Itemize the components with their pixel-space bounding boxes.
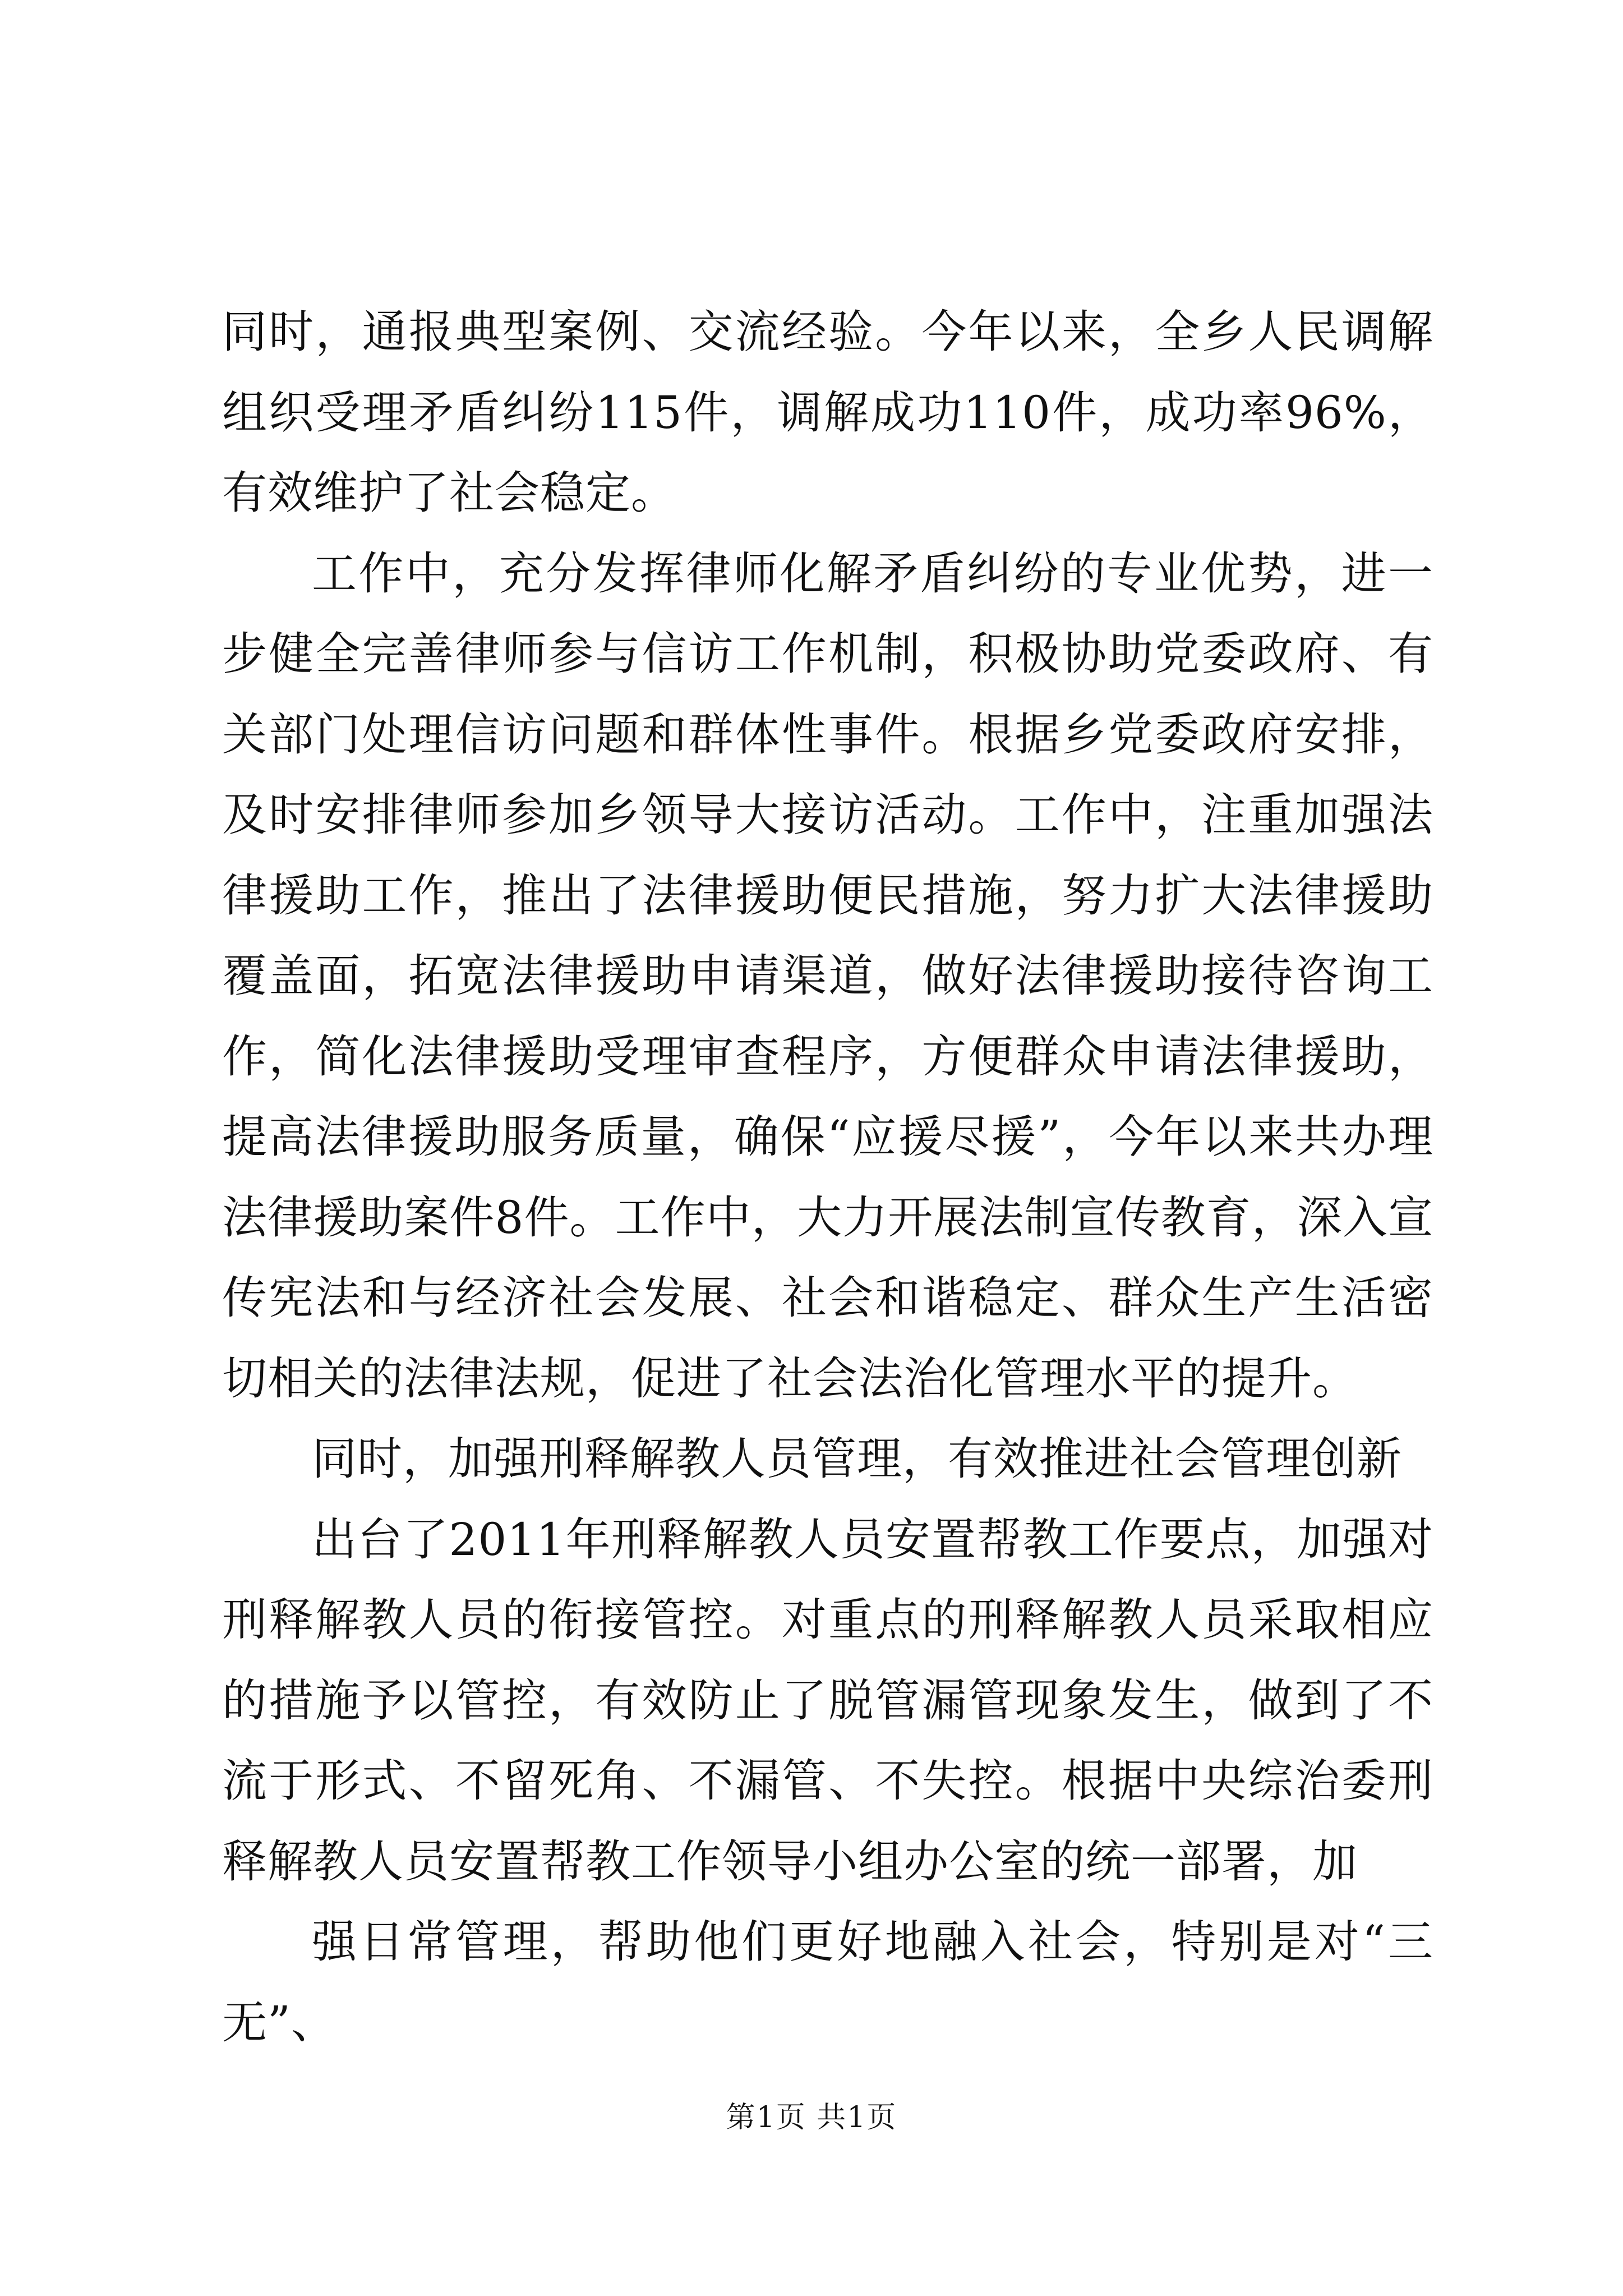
paragraph-section-heading: 同时，加强刑释解教人员管理，有效推进社会管理创新 xyxy=(312,1433,1402,1485)
page-footer: 第1页 共1页 xyxy=(726,2101,897,2134)
document-body xyxy=(222,292,1433,2063)
paragraph-released-persons: 出台了2011年刑释解教人员安置帮教工作要点，加强对刑释解教人员的衔接管控。对重点的刑释解教人员采取相应的措施予以管控，有效防止了脱管漏管现象发生，做到了不流于形式、不留死角、不漏管、不失控。根据中央综治委刑释解教人员安置帮教工作领导小组办公室的统一部署，加 xyxy=(222,1513,1433,1888)
paragraph-daily-management: 强日常管理，帮助他们更好地融入社会，特别是对“三无”、 xyxy=(222,1916,1433,2049)
paragraph-legal-aid: 工作中，充分发挥律师化解矛盾纠纷的专业优势，进一步健全完善律师参与信访工作机制，积极协助党委政府、有关部门处理信访问题和群体性事件。根据乡党委政府安排，及时安排律师参加乡领导大接访活动。工作中，注重加强法律援助工作，推出了法律援助便民措施，努力扩大法律援助覆盖面，拓宽法律援助申请渠道，做好法律援助接待咨询工作，简化法律援助受理审查程序，方便群众申请法律援助，提高法律援助服务质量，确保“应援尽援”，今年以来共办理法律援助案件8件。工作中，大力开展法制宣传教育，深入宣传宪法和与经济社会发展、社会和谐稳定、群众生产生活密切相关的法律法规，促进了社会法治化管理水平的提升。 xyxy=(222,547,1433,1405)
paragraph-mediation-stats: 同时，通报典型案例、交流经验。今年以来，全乡人民调解组织受理矛盾纠纷115件，调解成功110件，成功率96%，有效维护了社会稳定。 xyxy=(222,306,1433,519)
